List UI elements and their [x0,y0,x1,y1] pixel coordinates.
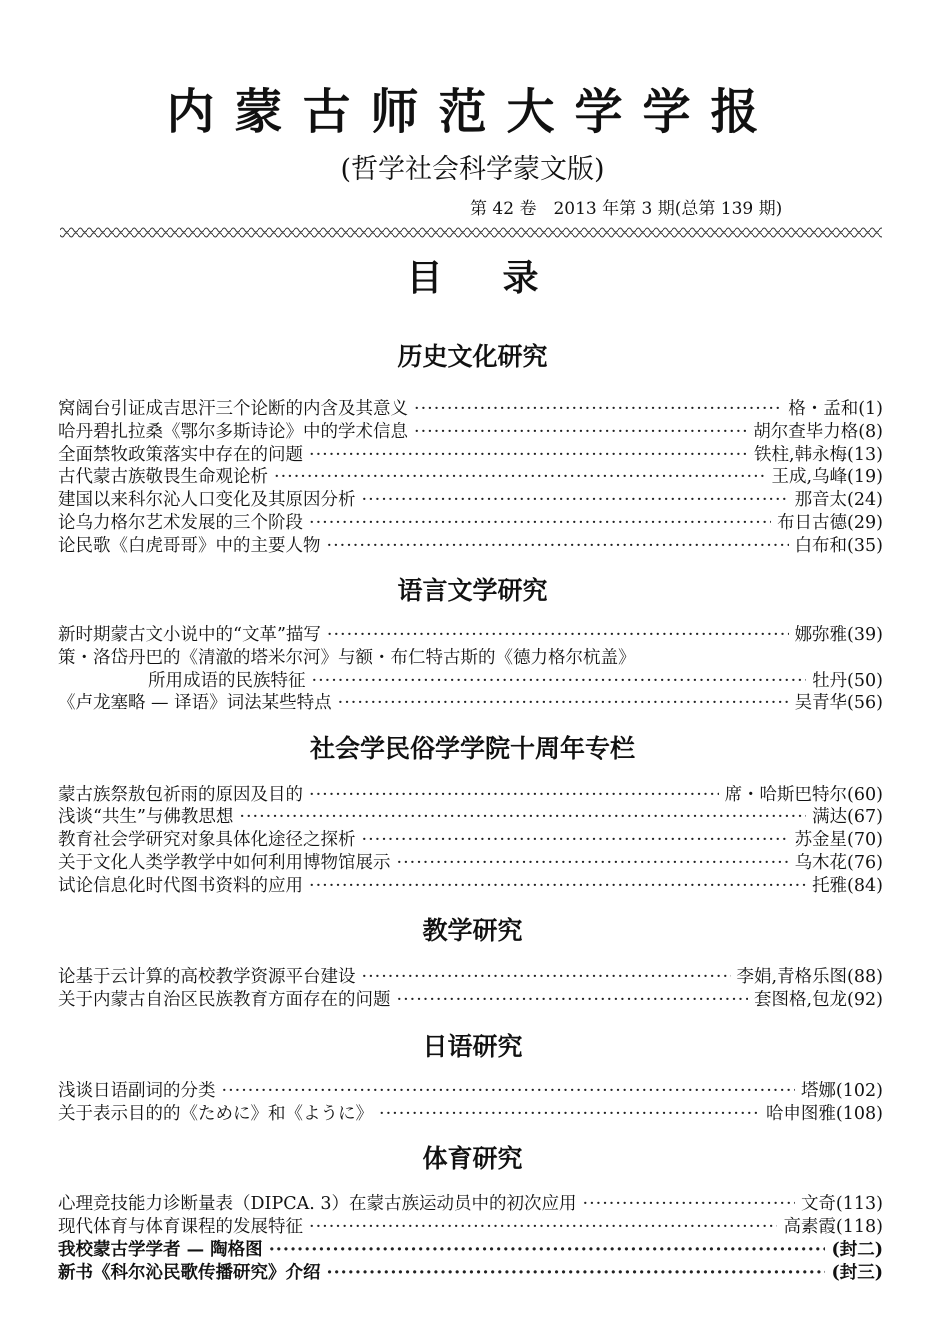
dot-leader [239,806,806,828]
entry-author: 塔娜(102) [800,1081,883,1101]
entry-page: (封二) [831,1240,883,1260]
toc-heading-char-1: 目 [406,258,443,299]
toc-entry[interactable] [58,1216,883,1238]
toc-entry[interactable] [58,966,883,988]
entry-author: 布日古德(29) [777,513,883,533]
toc-entry-cover[interactable] [58,1239,883,1261]
toc-entry[interactable] [58,1080,883,1102]
entry-author: 乌木花(76) [794,853,883,873]
section-title: 历史文化研究 [397,342,548,371]
edition-subtitle: (哲学社会科学蒙文版) [340,154,605,185]
entry-title: 现代体育与体育课程的发展特征 [58,1217,303,1237]
dot-leader [309,512,771,534]
dot-leader [362,489,789,511]
dot-leader [274,466,766,488]
toc-heading-char-2: 录 [502,258,539,299]
entry-title: 教育社会学研究对象具体化途径之探析 [58,830,356,850]
dot-leader [327,624,789,646]
entry-title: 论民歌《白虎哥哥》中的主要人物 [58,536,321,556]
entry-title: 建国以来科尔沁人口变化及其原因分析 [58,490,356,510]
toc-entry[interactable] [58,692,883,714]
ornamental-divider [60,226,882,240]
dot-leader [327,535,789,557]
toc-entry[interactable] [58,989,883,1011]
journal-title: 内蒙古师范大学学报 [166,84,779,140]
dot-leader [309,875,806,897]
toc-entry[interactable] [58,806,883,828]
entry-title: 浅谈“共生”与佛教思想 [58,807,234,827]
entry-title: 关于内蒙古自治区民族教育方面存在的问题 [58,990,391,1010]
toc-entry-title-line[interactable]: 策・洛岱丹巴的《清澈的塔米尔河》与额・布仁特古斯的《德力格尔杭盖》 [58,648,636,668]
toc-entry[interactable] [58,512,883,534]
entry-author: 王成,乌峰(19) [771,467,883,487]
toc-entry[interactable] [58,398,883,420]
toc-entry[interactable] [58,784,883,806]
entry-title: 试论信息化时代图书资料的应用 [58,876,303,896]
toc-entry[interactable] [58,829,883,851]
toc-entry[interactable] [58,624,883,646]
entry-author: 白布和(35) [794,536,883,556]
entry-author: 哈申图雅(108) [765,1104,883,1124]
entry-author: 席・哈斯巴特尔(60) [724,785,883,805]
section-title: 体育研究 [422,1144,523,1173]
entry-title: 心理竞技能力诊断量表（DIPCA. 3）在蒙古族运动员中的初次应用 [58,1194,577,1214]
dot-leader [312,670,807,692]
toc-entry-cover[interactable] [58,1262,883,1284]
dot-leader [309,784,719,806]
entry-title: 论基于云计算的高校教学资源平台建设 [58,967,356,987]
dot-leader [362,829,789,851]
dot-leader [362,966,731,988]
dot-leader [309,444,748,466]
entry-title: 新时期蒙古文小说中的“文革”描写 [58,625,321,645]
entry-title: 论乌力格尔艺术发展的三个阶段 [58,513,303,533]
entry-title: 哈丹碧扎拉桑《鄂尔多斯诗论》中的学术信息 [58,422,408,442]
toc-entry[interactable] [58,489,883,511]
entry-author: 高素霞(118) [783,1217,883,1237]
dot-leader [379,1103,760,1125]
dot-leader [583,1193,795,1215]
entry-author: 吴青华(56) [794,693,883,713]
dot-leader [269,1239,826,1261]
dot-leader [414,398,782,420]
dot-leader [327,1262,826,1284]
dot-leader [309,1216,777,1238]
section-title: 教学研究 [422,916,523,945]
entry-page: (封三) [831,1263,883,1283]
section-title: 语言文学研究 [397,576,548,605]
entry-author: 牡丹(50) [812,671,883,691]
entry-title: 全面禁牧政策落实中存在的问题 [58,445,303,465]
entry-author: 铁柱,韩永梅(13) [754,445,883,465]
dot-leader [414,421,747,443]
section-title: 日语研究 [422,1032,523,1061]
dot-leader [338,692,789,714]
entry-author: 托雅(84) [812,876,883,896]
entry-title: 古代蒙古族敬畏生命观论析 [58,467,268,487]
entry-title: 浅谈日语副词的分类 [58,1081,216,1101]
toc-entry[interactable] [148,670,883,692]
entry-author: 李娟,青格乐图(88) [736,967,883,987]
section-title: 社会学民俗学学院十周年专栏 [309,734,635,763]
dot-leader [397,852,789,874]
toc-entry[interactable] [58,466,883,488]
entry-title: 蒙古族祭敖包祈雨的原因及目的 [58,785,303,805]
entry-title: 关于文化人类学教学中如何利用博物馆展示 [58,853,391,873]
entry-title: 《卢龙塞略 — 译语》词法某些特点 [58,693,332,713]
toc-entry[interactable] [58,1103,883,1125]
toc-entry[interactable] [58,875,883,897]
entry-title: 窝阔台引证成吉思汗三个论断的内含及其意义 [58,399,408,419]
entry-title: 我校蒙古学学者 — 陶格图 [58,1240,263,1260]
entry-author: 娜弥雅(39) [794,625,883,645]
entry-title: 关于表示目的的《ために》和《ように》 [58,1104,373,1124]
toc-entry[interactable] [58,444,883,466]
entry-title: 所用成语的民族特征 [148,671,306,691]
issue-info: 第 42 卷 2013 年第 3 期(总第 139 期) [470,199,783,219]
toc-entry[interactable] [58,1193,883,1215]
entry-author: 满达(67) [812,807,883,827]
dot-leader [222,1080,795,1102]
dot-leader [397,989,749,1011]
toc-entry[interactable] [58,852,883,874]
entry-author: 苏金星(70) [794,830,883,850]
toc-heading [0,256,945,302]
toc-entry[interactable] [58,421,883,443]
toc-entry[interactable] [58,535,883,557]
entry-title: 新书《科尔沁民歌传播研究》介绍 [58,1263,321,1283]
entry-author: 文奇(113) [800,1194,883,1214]
entry-author: 格・孟和(1) [788,399,883,419]
entry-author: 那音太(24) [794,490,883,510]
entry-author: 胡尔查毕力格(8) [753,422,883,442]
entry-author: 套图格,包龙(92) [754,990,883,1010]
